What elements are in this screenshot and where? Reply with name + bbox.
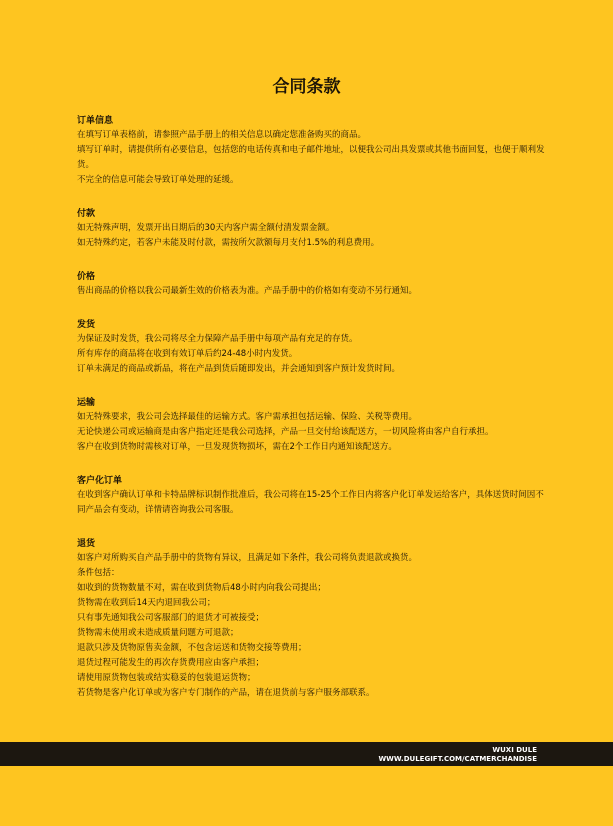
section-heading: 客户化订单 [77,476,123,486]
section-line: 订单未满足的商品或新品，将在产品到货后随即发出，并会通知到客户预计发货时间。 [77,364,401,374]
section-line: 只有事先通知我公司客服部门的退货才可被接受； [77,613,265,623]
terms-section [77,396,549,455]
section-line: 所有库存的商品将在收到有效订单后约24-48小时内发货。 [77,349,298,359]
terms-section [77,270,549,299]
section-heading: 价格 [77,272,96,282]
section-line: 退货过程可能发生的再次存货费用应由客户承担； [77,658,265,668]
terms-section [77,114,549,188]
footer-company: WUXI DULE [492,746,537,754]
section-heading: 发货 [77,320,96,330]
section-line: 若货物是客户化订单或为客户专门制作的产品，请在退货前与客户服务部联系。 [77,688,375,698]
terms-section [77,318,549,377]
section-line: 条件包括： [77,568,120,578]
section-heading: 退货 [77,539,96,549]
section-line: 货物需在收到后14天内退回我公司； [77,598,216,608]
terms-section [77,207,549,251]
section-line: 在收到客户确认订单和卡特品牌标识制作批准后，我公司将在15-25个工作日内将客户化订单发运给客户，具体送货时间因不同产品会有变动，详情请咨询我公司客服。 [77,490,544,515]
section-line: 填写订单时，请提供所有必要信息，包括您的电话传真和电子邮件地址，以便我公司出具发票或其他书面回复，也便于顺利发货。 [77,145,545,170]
section-line: 如客户对所购买自产品手册中的货物有异议，且满足如下条件，我公司将负责退款或换货。 [77,553,418,563]
page-title: 合同条款 [272,77,341,97]
section-line: 客户在收到货物时需核对订单，一旦发现货物损坏，需在2个工作日内通知该配送方。 [77,442,397,452]
section-line: 不完全的信息可能会导致订单处理的延缓。 [77,175,239,185]
terms-section [77,474,549,518]
footer-url[interactable]: WWW.DULEGIFT.COM/CATMERCHANDISE [378,755,537,763]
section-line: 无论快递公司或运输商是由客户指定还是我公司选择，产品一旦交付给该配送方，一切风险将由客户自行承担。 [77,427,494,437]
section-line: 在填写订单表格前，请参照产品手册上的相关信息以确定您准备购买的商品。 [77,130,367,140]
section-line: 货物需未使用或未造成质量问题方可退款； [77,628,239,638]
section-line: 为保证及时发货，我公司将尽全力保障产品手册中每项产品有充足的存货。 [77,334,358,344]
terms-content [77,114,549,720]
section-heading: 订单信息 [77,116,114,126]
terms-section [77,537,549,701]
section-heading: 付款 [77,209,96,219]
section-line: 如无特殊约定，若客户未能及时付款，需按所欠款额每月支付1.5%的利息费用。 [77,238,380,248]
section-line: 请使用原货物包装或结实稳妥的包装退运货物； [77,673,256,683]
section-line: 如收到的货物数量不对，需在收到货物后48小时内向我公司提出； [77,583,326,593]
section-line: 如无特殊声明，发票开出日期后的30天内客户需全额付清发票金额。 [77,223,335,233]
section-heading: 运输 [77,398,96,408]
section-line: 退款只涉及货物原售卖金额，不包含运送和货物交接等费用； [77,643,307,653]
section-line: 如无特殊要求，我公司会选择最佳的运输方式。客户需承担包括运输、保险、关税等费用。 [77,412,418,422]
section-line: 售出商品的价格以我公司最新生效的价格表为准。产品手册中的价格如有变动不另行通知。 [77,286,418,296]
